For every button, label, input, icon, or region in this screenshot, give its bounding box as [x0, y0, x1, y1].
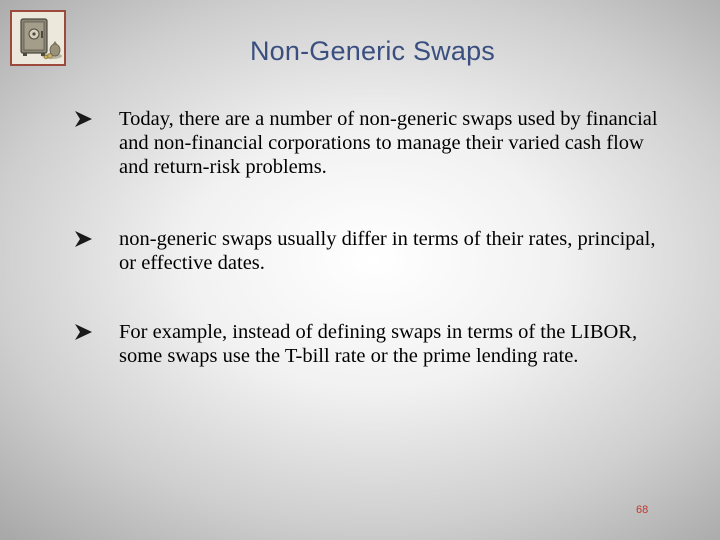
bullet-text: non-generic swaps usually differ in terms of their rates, principal, or effective dates. [119, 228, 656, 274]
page-number: 68 [636, 504, 649, 516]
bullet-text: Today, there are a number of non-generic swaps used by financial and non-financial corporations to manage their varied cash flow and return-risk problems. [119, 108, 658, 178]
arrow-bullet-icon [74, 230, 94, 248]
arrow-bullet-icon [74, 323, 94, 341]
slide-title: Non-Generic Swaps [249, 36, 495, 66]
arrow-bullet-icon [74, 110, 94, 128]
bullet-text: For example, instead of defining swaps in terms of the LIBOR, some swaps use the T-bill rate or the prime lending rate. [119, 321, 638, 367]
